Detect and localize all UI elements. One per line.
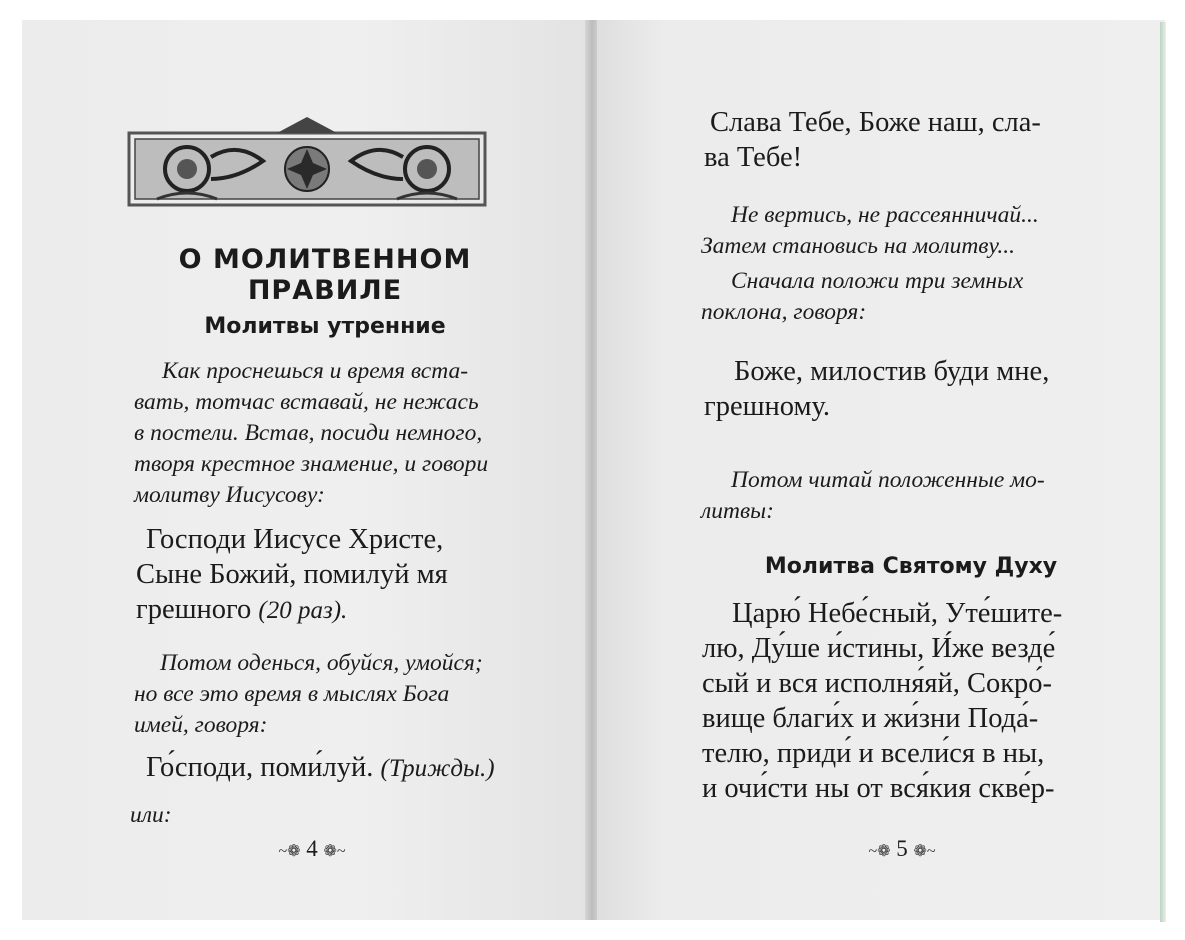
text-line: ва Тебе! — [704, 142, 803, 173]
text-line: имей, говоря: — [134, 712, 268, 738]
text-line: Сначала положи три земных — [731, 268, 1024, 294]
book-cover-edge — [1160, 22, 1166, 922]
flourish-icon: ~❁ — [868, 843, 891, 860]
text-line: вать, тотчас вставай, не нежась — [134, 389, 479, 415]
text-line — [146, 750, 538, 786]
text-line: Боже, милостив буди мне, — [734, 356, 1050, 387]
text-fragment: грешного — [136, 594, 252, 625]
text-line: и очи́сти ны от вся́кия скве́р- — [702, 773, 1055, 804]
prayer-be-merciful — [704, 354, 1124, 424]
left-page — [22, 20, 587, 920]
repeat-note: (Трижды.) — [380, 755, 495, 782]
decorative-headpiece-ornament — [127, 117, 487, 207]
text-line — [136, 592, 528, 628]
instruction-dress — [134, 648, 526, 741]
book-spread — [22, 20, 1165, 920]
text-line: но все это время в мыслях Бога — [134, 681, 450, 707]
page-number-value: 4 — [306, 836, 318, 861]
page-number — [842, 836, 962, 862]
prayer-heading: Молитва Святому Духу — [764, 554, 1058, 579]
instruction-focus — [701, 200, 1121, 262]
text-line: в постели. Встав, посиди немного, — [134, 420, 483, 446]
prayer-glory — [704, 105, 1124, 175]
text-line: Слава Тебе, Боже наш, сла- — [710, 107, 1041, 138]
text-line: поклона, говоря: — [701, 299, 867, 325]
page-title: О МОЛИТВЕННОМ ПРАВИЛЕ — [178, 244, 472, 306]
instruction-prostrations — [701, 266, 1121, 328]
page-number — [252, 836, 372, 862]
text-line: Не вертись, не рассеянничай... — [731, 202, 1039, 228]
page-number-value: 5 — [896, 836, 908, 861]
prayer-lord-have-mercy — [146, 750, 538, 786]
text-line: лю, Ду́ше и́стины, И́же везде́ — [702, 633, 1056, 664]
text-line: молитву Иисусову: — [134, 482, 325, 508]
flourish-icon: ❁~ — [913, 843, 936, 860]
repeat-note: (20 раз). — [258, 597, 348, 624]
text-line: грешному. — [704, 391, 831, 422]
text-line: творя крестное знамение, и говори — [134, 451, 489, 477]
instruction-wake-up — [134, 356, 526, 511]
prayer-heavenly-king — [702, 596, 1132, 806]
section-subtitle: Молитвы утренние — [204, 314, 446, 339]
text-line: Царю́ Небе́сный, Уте́шите- — [732, 598, 1063, 629]
text-line: литвы: — [701, 498, 774, 524]
flourish-icon: ~❁ — [278, 843, 301, 860]
text-line: Потом читай положенные мо- — [731, 467, 1045, 493]
text-line: Потом оденься, обуйся, умойся; — [160, 650, 483, 676]
text-fragment: Го́споди, поми́луй. — [146, 752, 374, 783]
text-line: телю, приди́ и всели́ся в ны, — [702, 738, 1045, 769]
text-line: Как проснешься и время вста- — [162, 358, 469, 384]
instruction-read-prayers — [701, 465, 1121, 527]
flourish-icon: ❁~ — [323, 843, 346, 860]
text-line: сый и вся исполня́яй, Сокро́- — [702, 668, 1053, 699]
text-line: Затем становись на молитву... — [701, 233, 1016, 259]
text-line: Господи Иисусе Христе, — [146, 524, 444, 555]
or-label: или: — [130, 802, 172, 828]
text-line: Сыне Божий, помилуй мя — [136, 559, 448, 590]
text-line: вище благи́х и жи́зни Пода́- — [702, 703, 1039, 734]
right-page — [597, 20, 1165, 920]
prayer-jesus — [136, 522, 528, 628]
